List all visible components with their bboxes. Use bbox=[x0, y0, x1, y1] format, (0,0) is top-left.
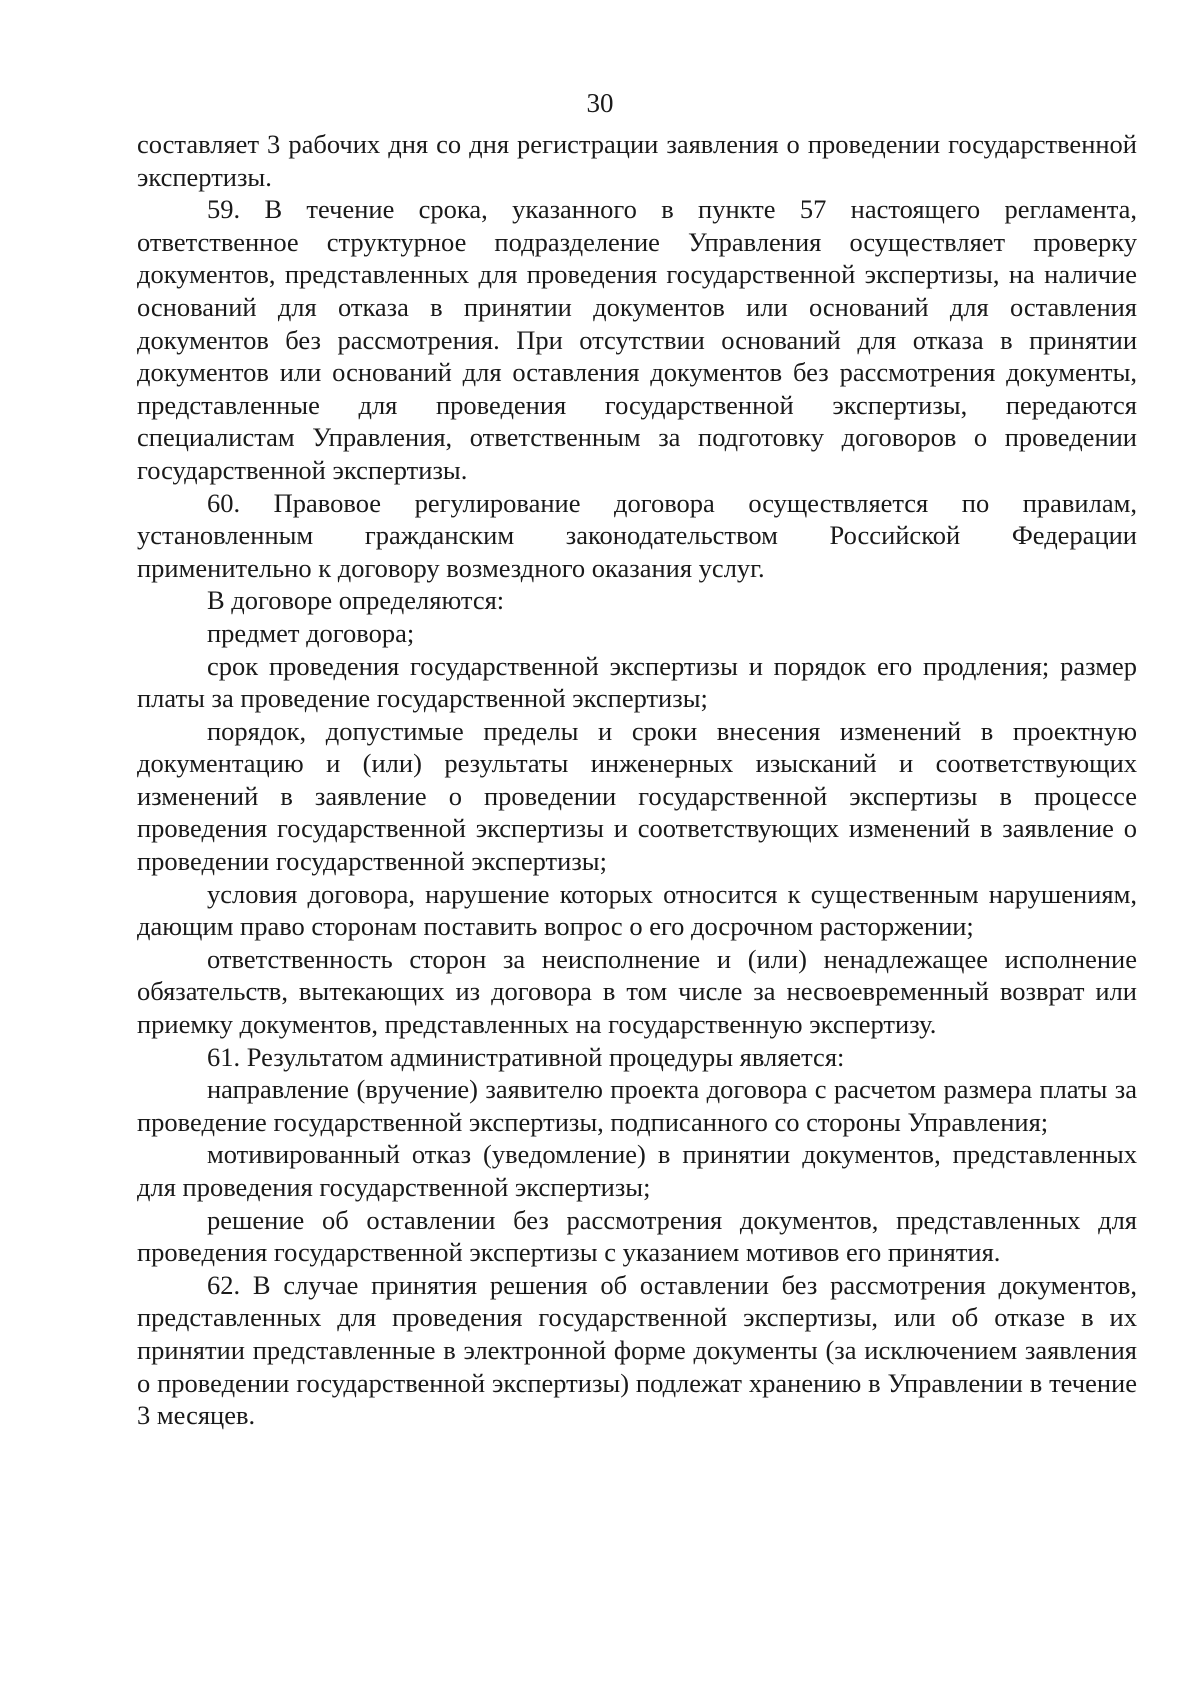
list-item-draft-contract: направление (вручение) заявителю проекта договора с расчетом размера платы за проведение государственной экспертизы, подписанного со стороны Управления; bbox=[137, 1074, 1137, 1137]
list-item-liability: ответственность сторон за неисполнение и (или) ненадлежащее исполнение обязательств, вытекающих из договора в том числе за несвоевременный возврат или приемку документов, представленных на государственную экспертизу. bbox=[137, 943, 1137, 1040]
paragraph-59: 59. В течение срока, указанного в пункте 57 настоящего регламента, ответственное структурное подразделение Управления осуществляет проверку документов, представленных для проведения государственной экспертизы, на наличие оснований для отказа в принятии документов или оснований для оставления документов без рассмотрения. При отсутствии оснований для отказа в принятии документов или оснований для оставления документов без рассмотрения документы, представленные для проведения государственной экспертизы, передаются специалистам Управления, ответственным за подготовку договоров о проведении государственной экспертизы. bbox=[137, 194, 1137, 485]
paragraph-60: 60. Правовое регулирование договора осуществляется по правилам, установленным гражданским законодательством Российской Федерации применительно к договору возмездного оказания услуг. bbox=[137, 487, 1137, 583]
list-item-term: срок проведения государственной экспертизы и порядок его продления; размер платы за проведение государственной экспертизы; bbox=[137, 650, 1137, 714]
document-body bbox=[137, 128, 1137, 1432]
paragraph-62: 62. В случае принятия решения об оставлении без рассмотрения документов, представленных для проведения государственной экспертизы, или об отказе в их принятии представленные в электронной форме документы (за исключением заявления о проведении государственной экспертизы) подлежат хранению в Управлении в течение 3 месяцев. bbox=[137, 1269, 1137, 1431]
list-item-refusal: мотивированный отказ (уведомление) в принятии документов, представленных для проведения государственной экспертизы; bbox=[137, 1139, 1137, 1202]
list-item-conditions: условия договора, нарушение которых относится к существенным нарушениям, дающим право сторонам поставить вопрос о его досрочном расторжении; bbox=[137, 878, 1137, 942]
list-item-subject: предмет договора; bbox=[207, 617, 415, 648]
list-item-changes-procedure: порядок, допустимые пределы и сроки внесения изменений в проектную документацию и (или) результаты инженерных изысканий и соответствующих изменений в заявление о проведении государственной экспертизы в процессе проведения государственной экспертизы и соответствующих изменений в заявление о проведении государственной экспертизы; bbox=[137, 715, 1137, 877]
paragraph-61: 61. Результатом административной процедуры является: bbox=[207, 1041, 845, 1072]
paragraph-continuation: составляет 3 рабочих дня со дня регистрации заявления о проведении государственной экспертизы. bbox=[137, 129, 1137, 192]
paragraph-contract-defines: В договоре определяются: bbox=[207, 585, 505, 616]
list-item-no-review-decision: решение об оставлении без рассмотрения документов, представленных для проведения государственной экспертизы с указанием мотивов его принятия. bbox=[137, 1204, 1137, 1268]
page-number: 30 bbox=[586, 88, 614, 118]
